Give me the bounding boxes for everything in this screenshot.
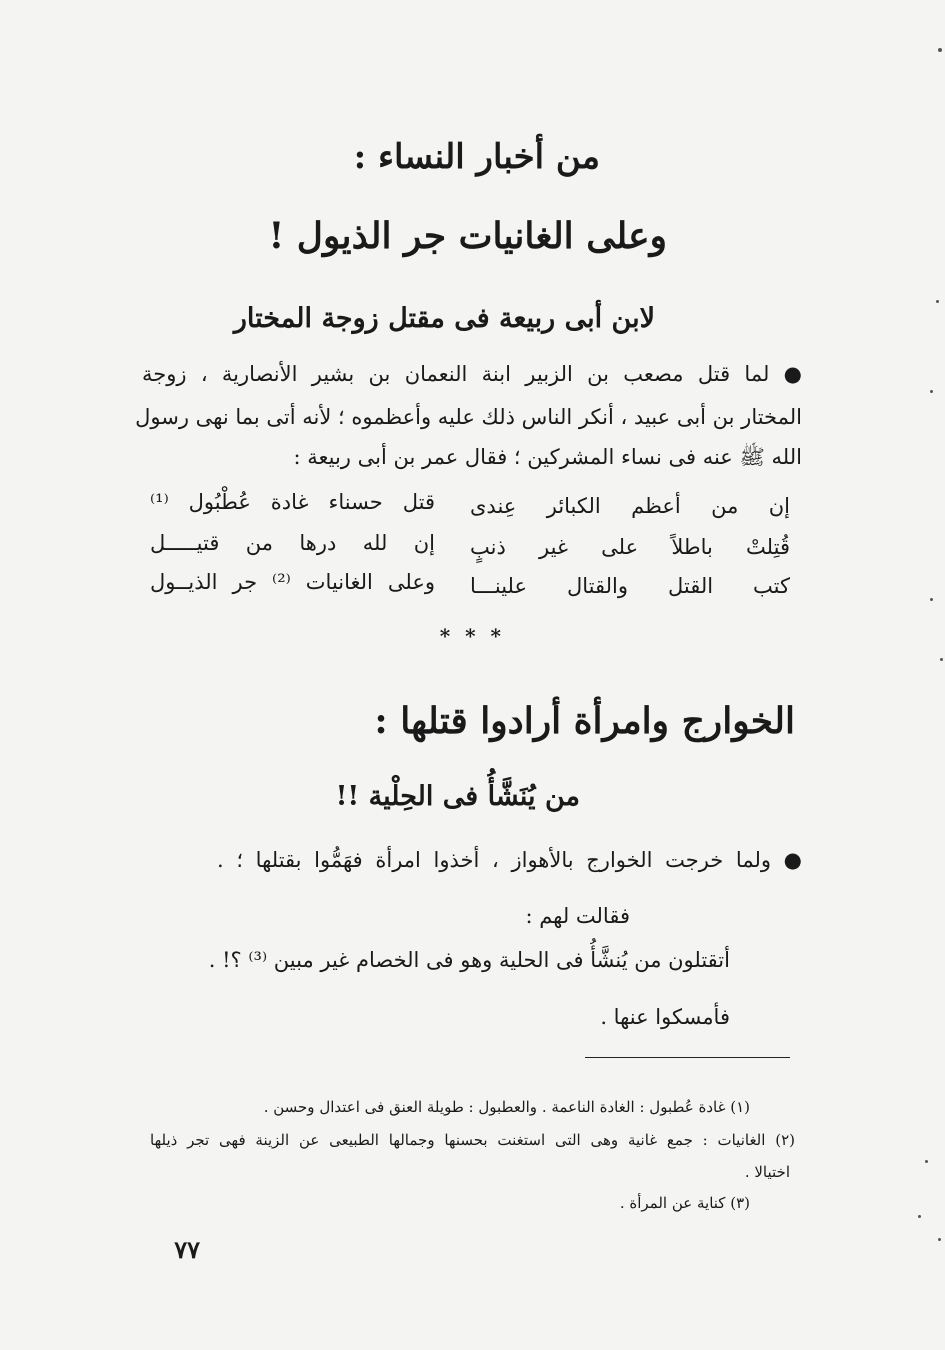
scan-speck bbox=[938, 48, 942, 52]
footnote-continuation: اختيالا . bbox=[744, 1163, 790, 1181]
section-separator: * * * bbox=[439, 624, 505, 648]
footnote: (١) غادة عُطبول : الغادة الناعمة . والعطبول : طويلة العنق فى اعتدال وحسن . bbox=[263, 1098, 750, 1116]
poem-verse-first-half: كتب القتل والقتال علينـــا bbox=[470, 574, 790, 598]
footnote: (٣) كناية عن المرأة . bbox=[619, 1194, 750, 1212]
scan-speck bbox=[940, 658, 943, 661]
narrative-line: فأمسكوا عنها . bbox=[600, 1005, 730, 1029]
narrative-line: فقالت لهم : bbox=[525, 904, 630, 928]
poem-verse-second-half: إن لله درها من قتيـــــل bbox=[150, 531, 435, 555]
poem-verse-second-half: قتل حسناء غادة عُطْبُول ⁽¹⁾ bbox=[150, 490, 435, 514]
quote-line: أتقتلون من يُنشَّأُ فى الحلية وهو فى الخصام غير مبين ⁽³⁾ ؟! . bbox=[208, 948, 730, 972]
section2-subtitle: من يُنَشَّأُ فى الحِلْية !! bbox=[335, 781, 580, 812]
paragraph-line: المختار بن أبى عبيد ، أنكر الناس ذلك عليه وأعظموه ؛ لأنه أتى بما نهى رسول bbox=[135, 405, 802, 429]
poem-verse-second-half: وعلى الغانيات ⁽²⁾ جر الذيــول bbox=[150, 570, 436, 594]
scan-speck bbox=[930, 390, 933, 393]
scan-speck bbox=[936, 300, 939, 303]
paragraph-line: ● لما قتل مصعب بن الزبير ابنة النعمان بن بشير الأنصارية ، زوجة bbox=[142, 362, 802, 386]
section1-heading: من أخبار النساء : bbox=[353, 137, 600, 177]
scan-speck bbox=[925, 1160, 928, 1163]
narrative-line: ● ولما خرجت الخوارج بالأهواز ، أخذوا امرأة فهَمُّوا بقتلها ؛ . bbox=[217, 848, 802, 872]
section1-subtitle: لابن أبى ربيعة فى مقتل زوجة المختار bbox=[233, 303, 655, 334]
page-number: ٧٧ bbox=[174, 1235, 200, 1264]
section1-title: وعلى الغانيات جر الذيول ! bbox=[268, 215, 667, 257]
section2-title: الخوارج وامرأة أرادوا قتلها : bbox=[374, 700, 795, 742]
poem-verse-first-half: قُتِلتْ باطلاً على غير ذنبٍ bbox=[470, 535, 790, 559]
footnote-divider bbox=[585, 1057, 790, 1058]
scan-speck bbox=[918, 1215, 921, 1218]
paragraph-line: الله ﷺ عنه فى نساء المشركين ؛ فقال عمر بن أبى ربيعة : bbox=[293, 445, 802, 469]
footnote: (٢) الغانيات : جمع غانية وهى التى استغنت بحسنها وجمالها الطبيعى عن الزينة فهى تجر ذيلها bbox=[150, 1131, 795, 1149]
poem-verse-first-half: إن من أعظم الكبائر عِندى bbox=[470, 494, 790, 518]
scan-speck bbox=[938, 1238, 941, 1241]
scan-speck bbox=[930, 598, 933, 601]
